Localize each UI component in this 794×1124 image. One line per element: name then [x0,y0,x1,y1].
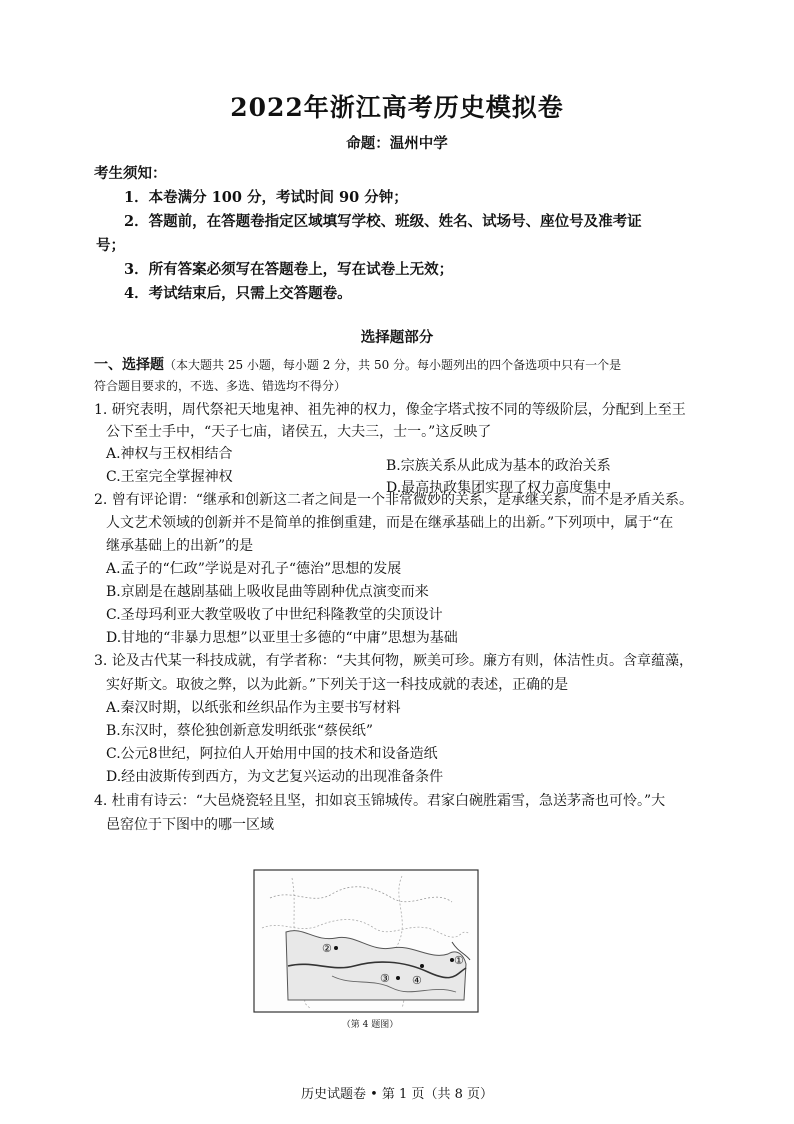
q3-option-c: C.公元8世纪，阿拉伯人开始用中国的技术和设备造纸 [106,746,438,762]
q3-option-d: D.经由波斯传到西方，为文艺复兴运动的出现准备条件 [106,769,444,785]
map-label-1: ① [454,954,464,967]
map-point-marker [334,946,338,950]
map-point-marker [396,976,400,980]
part-label: 一、选择题 [94,357,164,373]
notice-heading: 考生须知： [94,165,167,182]
notice-item: 4．考试结束后，只需上交答题卷。 [124,285,352,302]
question-2-stem-cont: 继承基础上的出新”的是 [106,538,254,554]
q2-option-d: D.甘地的“非暴力思想”以亚里士多德的“中庸”思想为基础 [106,630,458,646]
question-4-stem: 4. 杜甫有诗云：“大邑烧瓷轻且坚，扣如哀玉锦城传。君家白碗胜霜雪，急送茅斋也可怜。”大 [94,793,666,809]
part-header [94,354,621,374]
q2-option-c: C.圣母玛利亚大教堂吸收了中世纪科隆教堂的尖顶设计 [106,607,443,623]
map-point-marker [420,964,424,968]
question-4-map [252,868,480,1014]
part-description: （本大题共 25 小题，每小题 2 分，共 50 分。每小题列出的四个备选项中只有一个是 [164,358,622,372]
q1-option-c: C.王室完全掌握神权 [106,469,233,485]
q3-option-b: B.东汉时，蔡伦独创新意发明纸张“蔡侯纸” [106,723,374,739]
notice-item: 号； [96,237,125,254]
notice-item: 2．答题前，在答题卷指定区域填写学校、班级、姓名、试场号、座位号及准考证 [124,213,642,230]
q3-option-a: A.秦汉时期，以纸张和丝织品作为主要书写材料 [106,700,401,716]
question-3-stem-cont: 实好斯文。取彼之弊，以为此新。”下列关于这一科技成就的表述，正确的是 [106,677,569,693]
q2-option-a: A.孟子的“仁政”学说是对孔子“德治”思想的发展 [106,561,402,577]
question-2-stem: 2. 曾有评论谓：“继承和创新这二者之间是一个非常微妙的关系，是承继关系，而不是矛盾关系。 [94,492,693,508]
question-1-stem-cont: 公下至士手中，“天子七庙，诸侯五，大夫三，士一。”这反映了 [106,424,492,440]
question-1-stem: 1. 研究表明，周代祭祀天地鬼神、祖先神的权力，像金字塔式按不同的等级阶层，分配到上至王 [94,402,686,418]
q2-option-b: B.京剧是在越剧基础上吸收昆曲等剧种优点演变而来 [106,584,429,600]
figure-caption: （第 4 题图） [341,1020,399,1030]
page-title: 2022年浙江高考历史模拟卷 [230,93,564,122]
page-footer: 历史试题卷 • 第 1 页（共 8 页） [300,1087,493,1102]
q1-option-a: A.神权与王权相结合 [106,446,233,462]
part-description-cont: 符合题目要求的，不选、多选、错选均不得分） [94,379,347,393]
question-3-stem: 3. 论及古代某一科技成就，有学者称：“夫其何物，厥美可珍。廉方有则，体洁性贞。含章蕴藻， [94,653,693,669]
question-2-stem-cont: 人文艺术领域的创新并不是简单的推倒重建，而是在继承基础上的出新。”下列项中，属于“在 [106,515,674,531]
section-title: 选择题部分 [360,329,434,346]
q1-option-b: B.宗族关系从此成为基本的政治关系 [386,458,611,474]
map-label-3: ③ [380,972,390,985]
exam-author: 命题：温州中学 [346,135,448,152]
notice-item: 1．本卷满分 100 分，考试时间 90 分钟； [124,189,408,206]
question-4-stem-cont: 邑窑位于下图中的哪一区域 [106,817,274,833]
notice-item: 3．所有答案必须写在答题卷上，写在试卷上无效； [124,261,454,278]
map-label-4: ④ [412,974,422,987]
map-label-2: ② [322,942,332,955]
q1-option-d: D.最高执政集团实现了权力高度集中 [386,480,612,496]
